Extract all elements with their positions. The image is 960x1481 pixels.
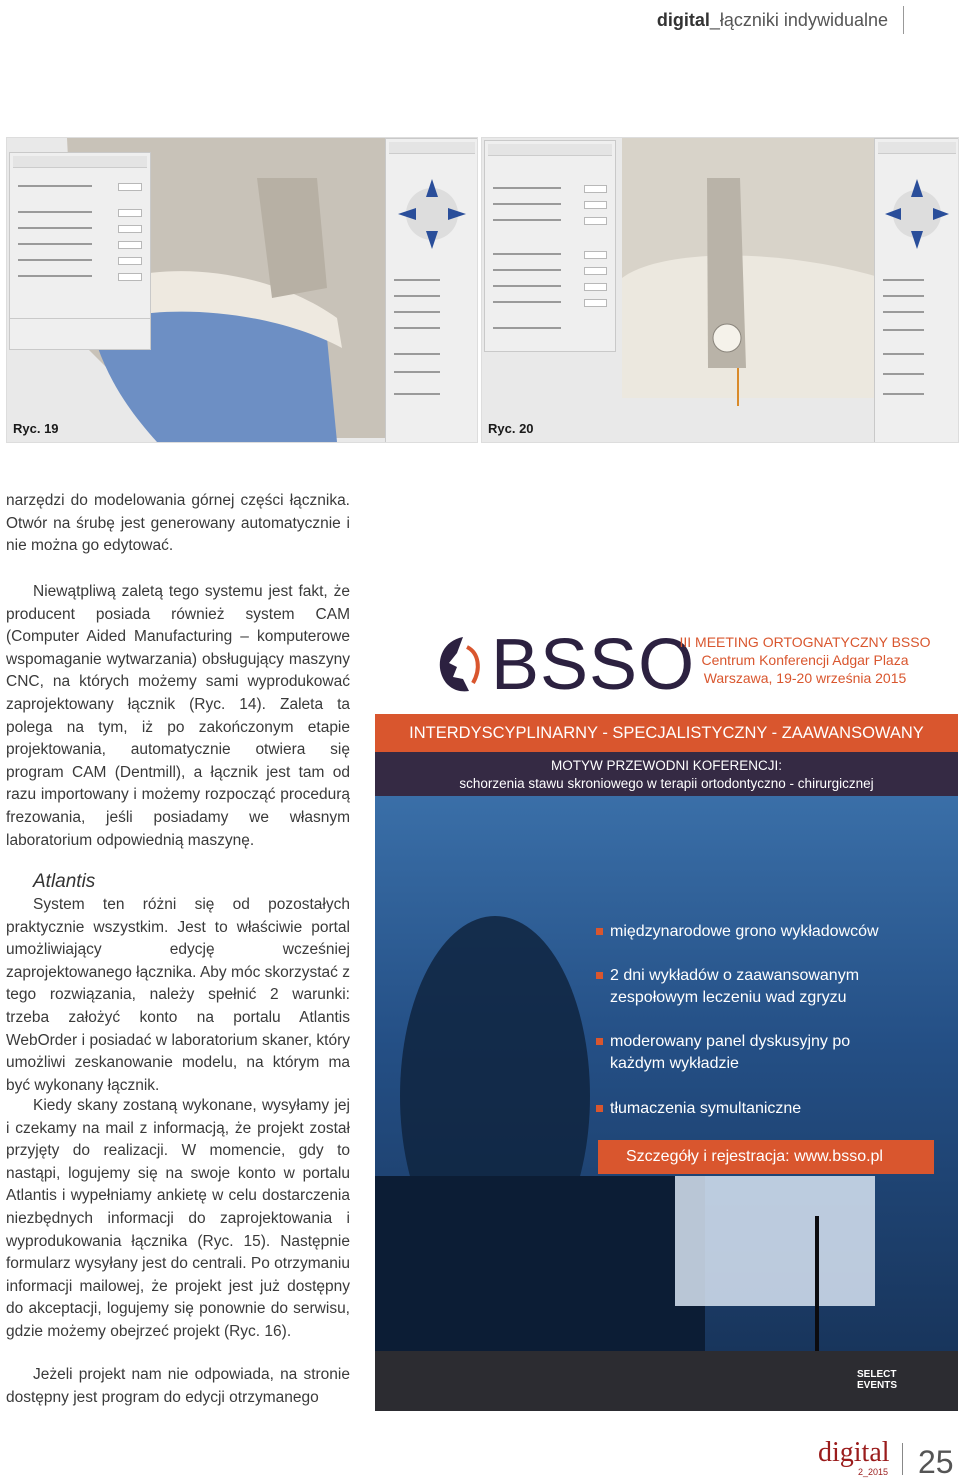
paragraph-2: Niewątpliwą zaletą tego systemu jest fakt, że producent posiada również system CAM (Computer Aided Manufacturing – komputerowe wspomaganie wytwarzania) obsługujący maszyny CNC, na których możemy sami wyprodukować zaprojektowany łącznik (Ryc. 14). Zaleta ta polega na tym, iż po zakończonym etapie projektowania, automatycznie otwiera się program CAM (Dentmill), a łącznik jest tam od razu importowany i możemy rozpocząć procedurą frezowania, jeśli posiadamy we własnym laboratorium odpowiednią maszynę. — [6, 583, 350, 849]
page-number: 25 — [918, 1444, 954, 1480]
footer-logo: digital — [818, 1437, 890, 1468]
figure-19 — [6, 137, 478, 443]
footer-issue: 2_2015 — [858, 1467, 889, 1477]
select-events-logo: SELECT EVENTS — [857, 1369, 898, 1391]
header-divider — [903, 6, 904, 34]
parameters-panel — [484, 140, 616, 352]
motif-text: schorzenia stawu skroniowego w terapii ortodontyczno - chirurgicznej — [459, 776, 874, 791]
bullet-1: międzynarodowe grono wykładowców — [610, 921, 879, 943]
ad-footer — [375, 1351, 958, 1411]
view-controls-panel — [385, 138, 478, 443]
figure-19-label: Ryc. 19 — [13, 421, 59, 436]
figure-20 — [481, 137, 959, 443]
bullet-4: tłumaczenia symultaniczne — [610, 1098, 801, 1120]
bullet-3: moderowany panel dyskusyjny po każdym wykładzie — [610, 1031, 870, 1075]
meeting-title: III MEETING ORTOGNATYCZNY BSSO — [679, 634, 931, 650]
section-heading-atlantis: Atlantis — [33, 871, 96, 892]
figure-20-label: Ryc. 20 — [488, 421, 534, 436]
orientation-widget-icon — [879, 169, 955, 259]
options-panel — [9, 318, 151, 350]
bsso-logo: BSSO — [491, 625, 696, 705]
footer-divider — [902, 1443, 903, 1475]
ad-tagline-bar: INTERDYSCYPLINARNY - SPECJALISTYCZNY - ZAAWANSOWANY — [375, 714, 958, 752]
header-section: _łączniki indywidualne — [709, 10, 888, 30]
bsso-advertisement[interactable] — [375, 621, 958, 1411]
orientation-widget-icon — [392, 169, 472, 259]
parameters-panel — [9, 152, 151, 344]
paragraph-4: Kiedy skany zostaną wykonane, wysyłamy jej i czekamy na mail z informacją, że projekt został przyjęty do realizacji. W momencie, gdy to nastąpi, logujemy się na swoje konto w portalu Atlantis i wypełniamy ankietę w celu dostarczenia niezbędnych informacji do zaprojektowania i wyprodukowania łącznika (Ryc. 15). Następnie formularz wysyłany jest do centrali. Po otrzymaniu informacji mailowej, że projekt jest już dostępny do akceptacji, logujemy się ponownie do serwisu, gdzie możemy obejrzeć projekt (Ryc. 16). — [6, 1097, 350, 1340]
paragraph-5: Jeżeli projekt nam nie odpowiada, na stronie dostępny jest program do edycji otrzymanego — [6, 1366, 350, 1406]
motif-title: MOTYW PRZEWODNI KOFERENCJI: — [551, 758, 782, 773]
paragraph-3: System ten różni się od pozostałych praktycznie wszystkim. Jest to właściwie portal umożliwiający edycję wcześniej zaprojektowanego łącznika. Aby móc skorzystać z tego rozwiązania, należy spełnić 2 warunki: trzeba założyć konto na portalu Atlantis WebOrder i posiadać w laboratorium skaner, który umożliwi zeskanowanie modelu, na którym ma być wykonany łącznik. — [6, 896, 350, 1094]
face-logo-icon — [433, 633, 483, 697]
view-controls-panel — [874, 138, 959, 443]
running-header — [657, 10, 888, 31]
header-brand: digital — [656, 10, 710, 30]
ad-motif-band — [375, 752, 958, 796]
event-date: Warszawa, 19-20 września 2015 — [703, 670, 907, 686]
registration-link[interactable]: Szczegóły i rejestracja: www.bsso.pl — [598, 1140, 934, 1174]
ad-header — [375, 621, 958, 714]
paragraph-1: narzędzi do modelowania górnej części łącznika. Otwór na śrubę jest generowany automatycznie i nie można go edytować. — [6, 492, 350, 555]
bullet-2: 2 dni wykładów o zaawansowanym zespołowym leczeniu wad zgryzu — [610, 965, 910, 1009]
venue: Centrum Konferencji Adgar Plaza — [701, 652, 909, 668]
